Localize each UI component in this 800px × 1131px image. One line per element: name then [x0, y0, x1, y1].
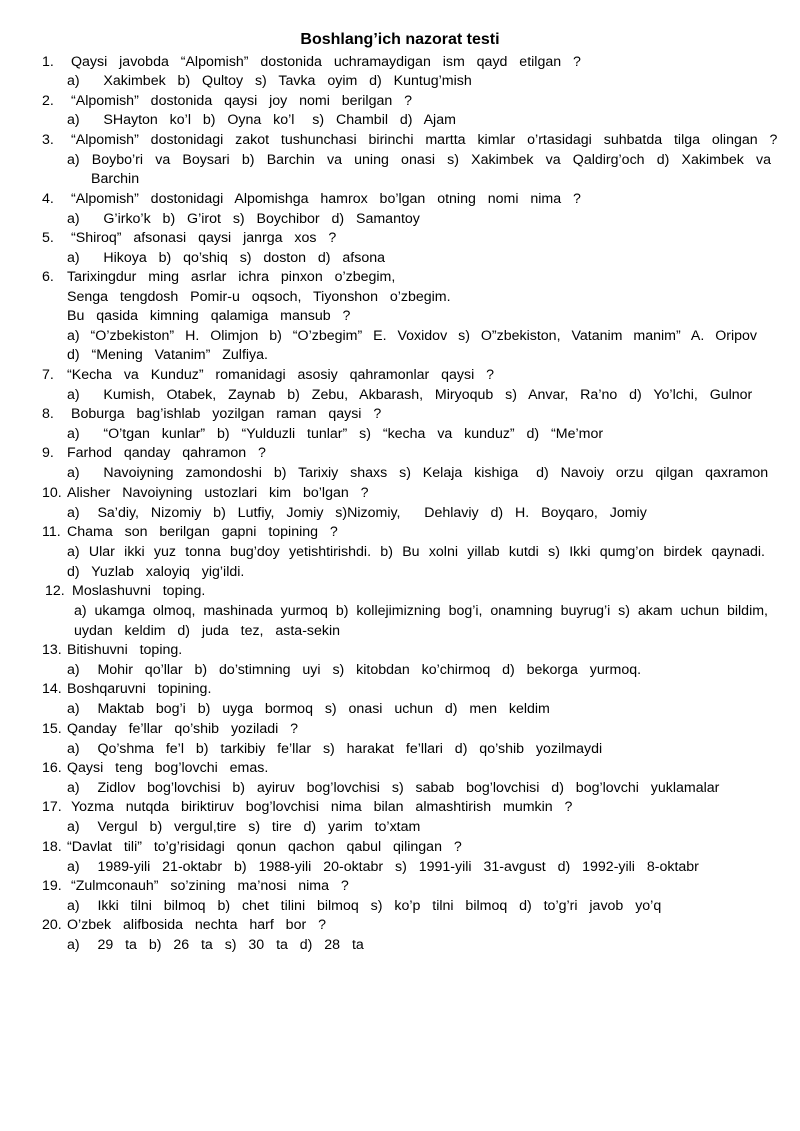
answer-options-continued: Barchin	[91, 171, 140, 187]
answer-options-continued: d) “Mening Vatanim” Zulfiya.	[67, 347, 268, 363]
question-text: Alisher Navoiyning ustozlari kim bo’lgan ?	[67, 485, 369, 501]
answer-options: a) Mohir qo’llar b) do’stimning uyi s) kitobdan ko’chirmoq d) bekorga yurmoq.	[67, 662, 642, 678]
question-number: 10.	[42, 485, 62, 501]
question-text: Boburga bag’ishlab yozilgan raman qaysi ?	[71, 406, 382, 422]
question-text: O’zbek alifbosida nechta harf bor ?	[67, 917, 326, 933]
answer-options-continued: d) Yuzlab xaloyiq yig’ildi.	[67, 564, 245, 580]
answer-options: a) Hikoya b) qo’shiq s) doston d) afsona	[67, 250, 385, 266]
question-number: 2.	[42, 93, 54, 109]
question-text: Yozma nutqda biriktiruv bog’lovchisi nima bilan almashtirish mumkin ?	[71, 799, 573, 815]
answer-options: a) Sa’diy, Nizomiy b) Lutfiy, Jomiy s)Nizomiy, Dehlaviy d) H. Boyqaro, Jomiy	[67, 505, 647, 521]
question-text: Chama son berilgan gapni topining ?	[67, 524, 338, 540]
answer-options: a) Vergul b) vergul,tire s) tire d) yarim to’xtam	[67, 819, 421, 835]
question-text: Qanday fe’llar qo’shib yoziladi ?	[67, 721, 299, 737]
page-title: Boshlang’ich nazorat testi	[300, 31, 500, 48]
question-text: Farhod qanday qahramon ?	[67, 445, 266, 461]
question-number: 3.	[42, 132, 54, 148]
question-number: 20.	[42, 917, 62, 933]
question-text: Qaysi javobda “Alpomish” dostonida uchramaydigan ism qayd etilgan ?	[71, 54, 581, 70]
answer-options: a) Zidlov bog’lovchisi b) ayiruv bog’lovchisi s) sabab bog’lovchisi d) bog’lovchi yuklamalar	[67, 780, 720, 796]
answer-options: a) 1989-yili 21-oktabr b) 1988-yili 20-oktabr s) 1991-yili 31-avgust d) 1992-yili 8-oktabr	[67, 859, 699, 875]
answer-options: a) Xakimbek b) Qultoy s) Tavka oyim d) Kuntug’mish	[67, 73, 472, 89]
question-number: 4.	[42, 191, 54, 207]
question-number: 13.	[42, 642, 62, 658]
question-number: 12.	[45, 583, 65, 599]
question-number: 16.	[42, 760, 62, 776]
answer-options: a) Maktab bog’i b) uyga bormoq s) onasi uchun d) men keldim	[67, 701, 550, 717]
question-text: “Alpomish” dostonidagi Alpomishga hamrox bo’lgan otning nomi nima ?	[71, 191, 581, 207]
question-prompt: Bu qasida kimning qalamiga mansub ?	[67, 308, 351, 324]
question-text: Boshqaruvni topining.	[67, 681, 212, 697]
answer-options: a) Qo’shma fe’l b) tarkibiy fe’llar s) harakat fe’llari d) qo’shib yozilmaydi	[67, 741, 603, 757]
question-number: 8.	[42, 406, 54, 422]
question-number: 5.	[42, 230, 54, 246]
question-number: 18.	[42, 839, 62, 855]
poem-line: Senga tengdosh Pomir-u oqsoch, Tiyonshon o’zbegim.	[67, 289, 451, 305]
question-text: “Zulmconauh” so’zining ma’nosi nima ?	[71, 878, 349, 894]
question-text: Qaysi teng bog’lovchi emas.	[67, 760, 269, 776]
question-text: “Alpomish” dostonida qaysi joy nomi berilgan ?	[71, 93, 413, 109]
question-text: “Shiroq” afsonasi qaysi janrga xos ?	[71, 230, 337, 246]
question-text: “Kecha va Kunduz” romanidagi asosiy qahramonlar qaysi ?	[67, 367, 495, 383]
answer-options: a) Navoiyning zamondoshi b) Tarixiy shaxs s) Kelaja kishiga d) Navoiy orzu qilgan qaxramon	[67, 465, 769, 481]
question-number: 1.	[42, 54, 54, 70]
question-number: 15.	[42, 721, 62, 737]
question-text: Bitishuvni toping.	[67, 642, 183, 658]
answer-options: a) Ikki tilni bilmoq b) chet tilini bilmoq s) ko’p tilni bilmoq d) to’g’ri javob yo’q	[67, 898, 662, 914]
question-text: Moslashuvni toping.	[72, 583, 206, 599]
answer-options: a) Kumish, Otabek, Zaynab b) Zebu, Akbarash, Miryoqub s) Anvar, Ra’no d) Yo’lchi, Gulnor	[67, 387, 753, 403]
question-number: 17.	[42, 799, 62, 815]
answer-options: a) Boybo’ri va Boysari b) Barchin va uning onasi s) Xakimbek va Qaldirg’och d) Xakimbek va	[67, 152, 771, 168]
answer-options: a) ukamga olmoq, mashinada yurmoq b) kollejimizning bog’i, onamning buyrug’i s) akam uchun bildim,	[74, 603, 768, 619]
answer-options: a) “O’tgan kunlar” b) “Yulduzli tunlar” s) “kecha va kunduz” d) “Me’mor	[67, 426, 604, 442]
answer-options: a) 29 ta b) 26 ta s) 30 ta d) 28 ta	[67, 937, 364, 953]
question-number: 6.	[42, 269, 54, 285]
question-text: “Alpomish” dostonidagi zakot tushunchasi birinchi martta kimlar o’rtasidagi suhbatda tilga olingan ?	[71, 132, 778, 148]
answer-options: a) Ular ikki yuz tonna bug’doy yetishtirishdi. b) Bu xolni yillab kutdi s) Ikki qumg’on birdek qaynadi.	[67, 544, 765, 560]
answer-options-continued: uydan keldim d) juda tez, asta-sekin	[74, 623, 341, 639]
question-text: Tarixingdur ming asrlar ichra pinxon o’zbegim,	[67, 269, 396, 285]
answer-options: a) G’irko’k b) G’irot s) Boychibor d) Samantoy	[67, 211, 420, 227]
question-number: 9.	[42, 445, 54, 461]
answer-options: a) SHayton ko’l b) Oyna ko’l s) Chambil d) Ajam	[67, 112, 456, 128]
question-number: 7.	[42, 367, 54, 383]
question-number: 19.	[42, 878, 62, 894]
question-number: 14.	[42, 681, 62, 697]
question-text: “Davlat tili” to’g’risidagi qonun qachon qabul qilingan ?	[67, 839, 462, 855]
question-number: 11.	[42, 524, 61, 540]
answer-options: a) “O’zbekiston” H. Olimjon b) “O’zbegim” E. Voxidov s) O”zbekiston, Vatanim manim” A. Oripov	[67, 328, 757, 344]
